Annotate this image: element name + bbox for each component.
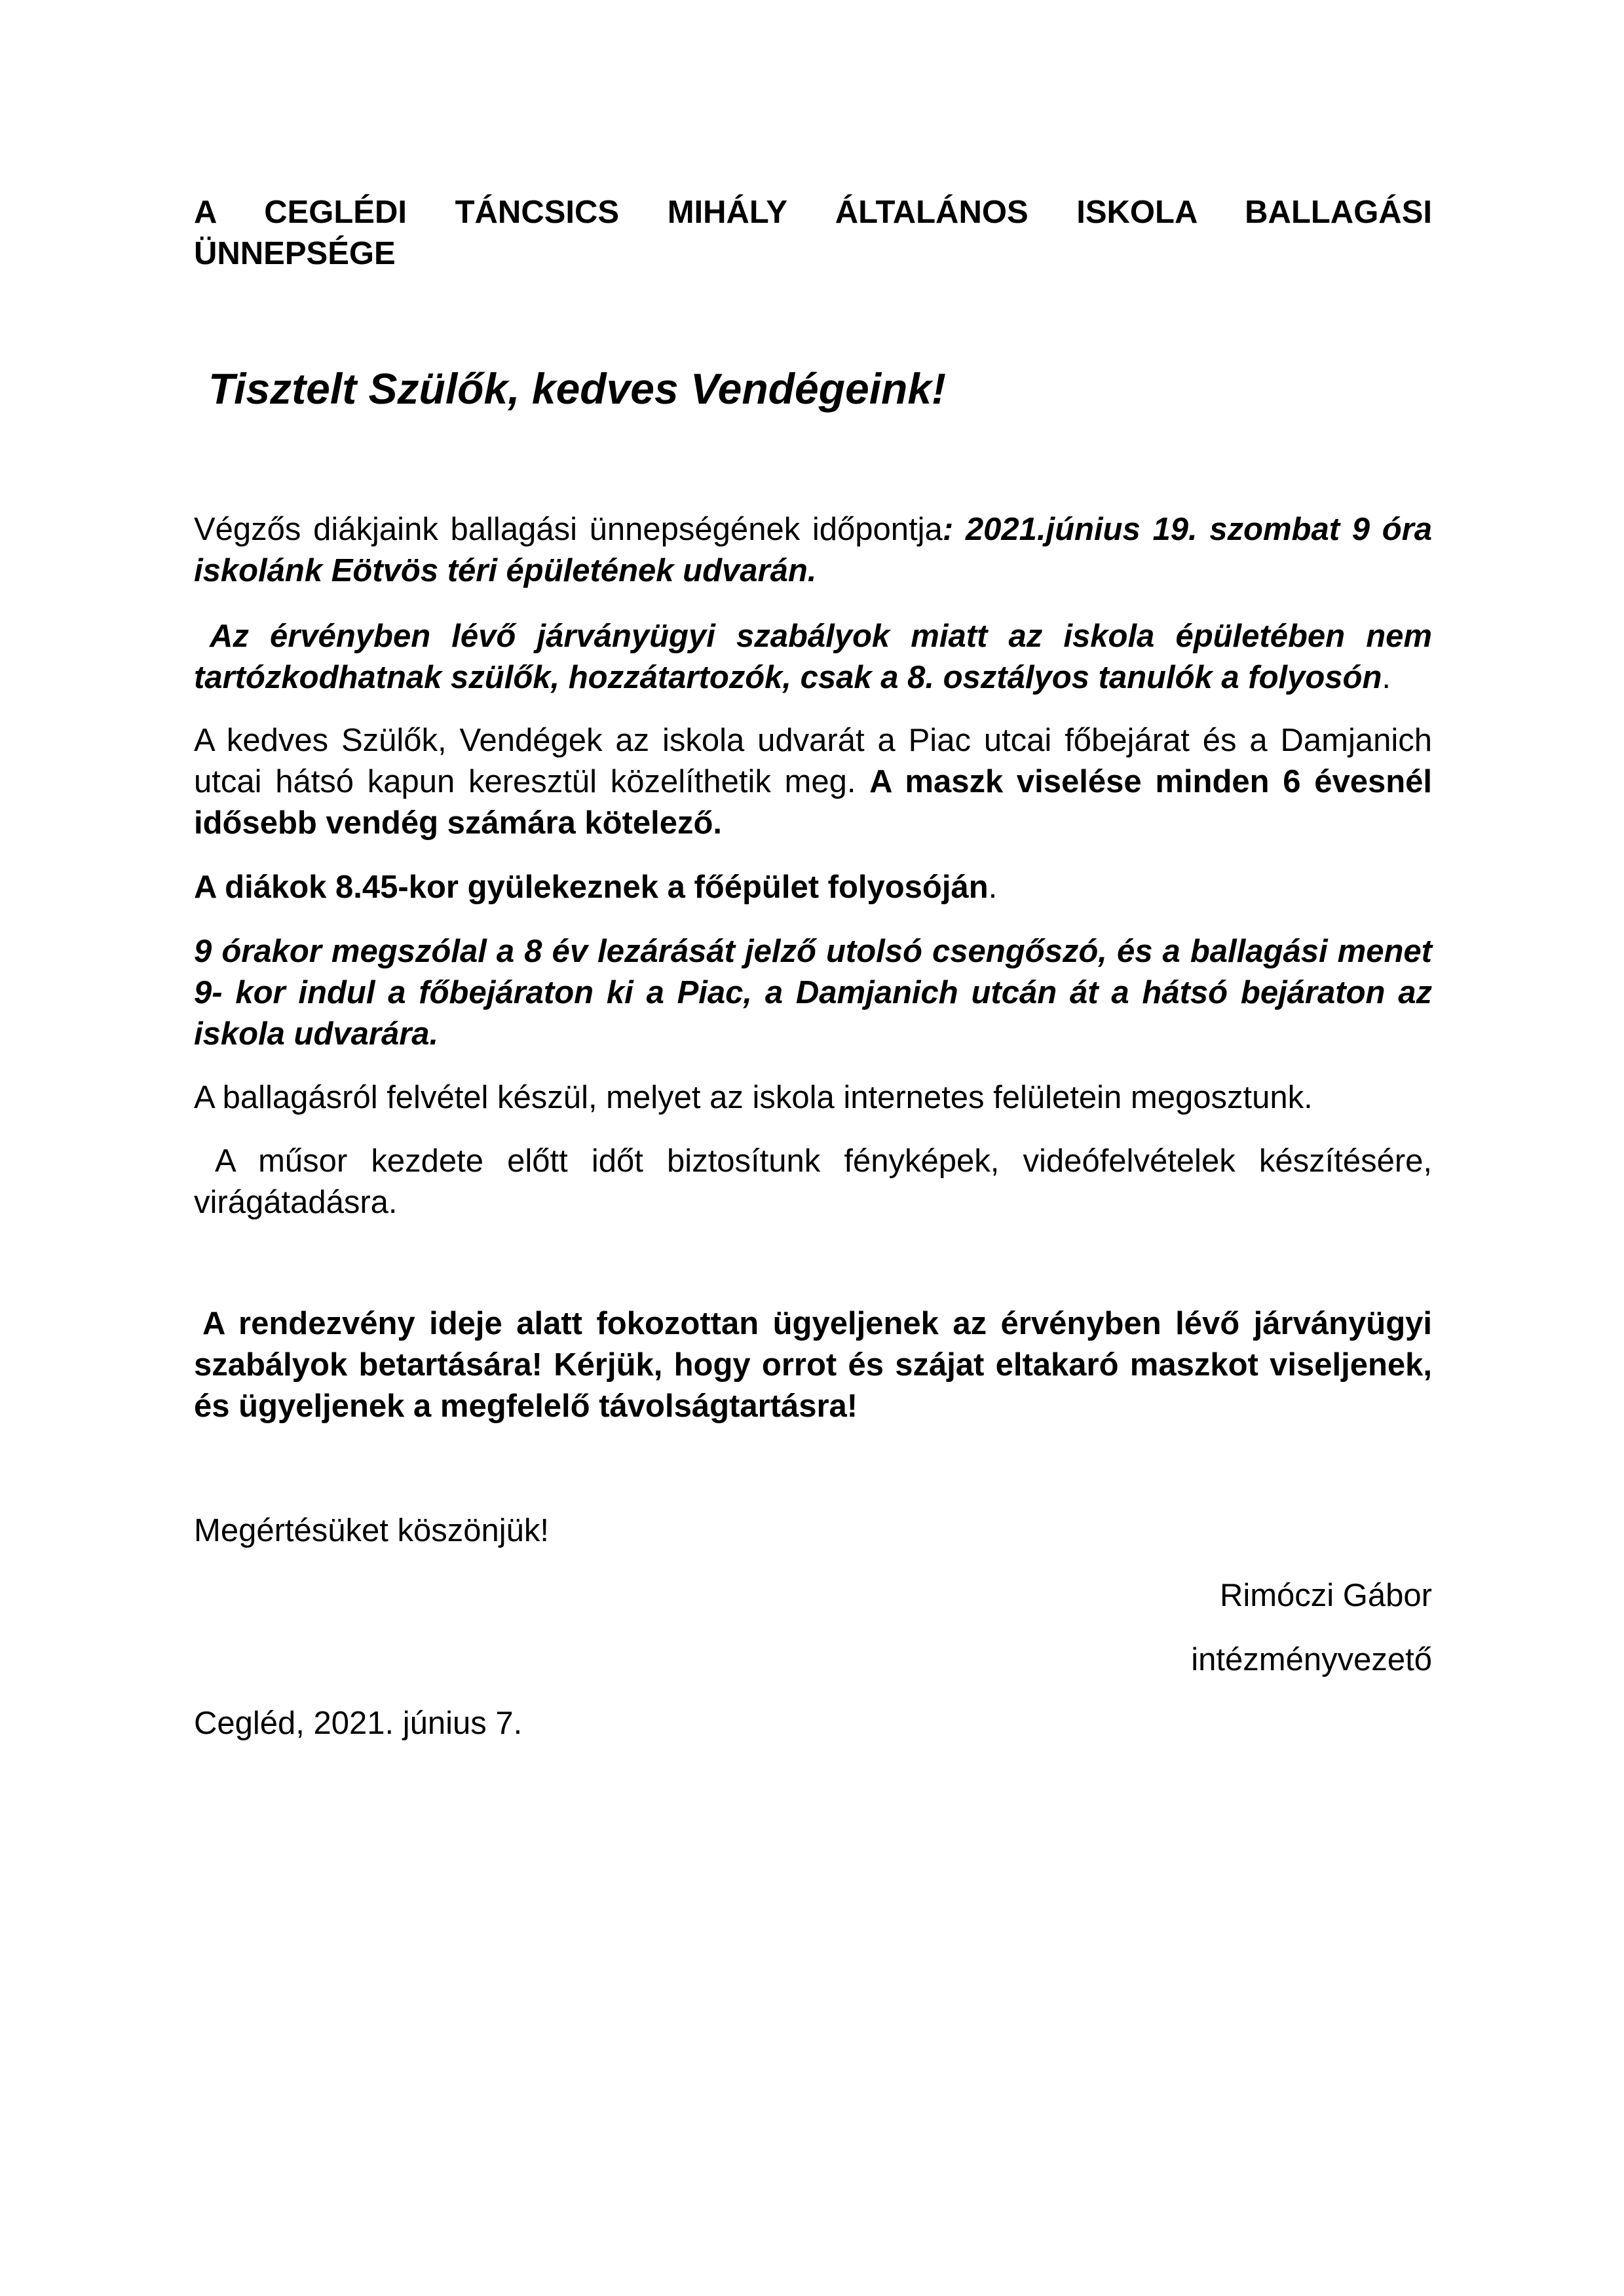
- greeting: Tisztelt Szülők, kedves Vendégeink!: [208, 364, 947, 413]
- paragraph-recording: A ballagásról felvétel készül, melyet az iskola internetes felületein megosztunk.: [194, 1080, 1313, 1115]
- signer-title: intézményvezető: [1191, 1642, 1432, 1677]
- paragraph-date-emphasis: : 2021.június 19. szombat 9 óra iskolánk Eötvös téri épületének udvarán.: [194, 512, 1432, 588]
- paragraph-gathering-emphasis: A diákok 8.45-kor gyülekeznek a főépület folyosóján: [194, 870, 989, 905]
- paragraph-access: [194, 720, 1432, 844]
- paragraph-date: [194, 509, 1432, 592]
- document-title-line1: A CEGLÉDI TÁNCSICS MIHÁLY ÁLTALÁNOS ISKOLA BALLAGÁSI: [194, 195, 1432, 230]
- paragraph-rules-tail: .: [1382, 660, 1391, 695]
- paragraph-date-text: Végzős diákjaink ballagási ünnepségének időpontja: [194, 512, 943, 547]
- paragraph-safety-request: A rendezvény ideje alatt fokozottan ügyeljenek az érvényben lévő járványügyi szabályok betartására! Kérjük, hogy orrot és szájat eltakaró maszkot viseljenek, és ügyeljenek a megfelelő távolságtartásra!: [194, 1306, 1432, 1424]
- paragraph-photos: A műsor kezdete előtt időt biztosítunk fényképek, videófelvételek készítésére, virágátadásra.: [194, 1143, 1432, 1220]
- paragraph-rules: [194, 616, 1432, 698]
- thanks-line: Megértésüket köszönjük!: [194, 1513, 549, 1548]
- paragraph-gathering: [194, 867, 1432, 908]
- document-title-line2: ÜNNEPSÉGE: [194, 236, 396, 271]
- paragraph-access-text: A kedves Szülők, Vendégek az iskola udvarát a Piac utcai főbejárat és a Damjanich utcai hátsó kapun keresztül közelíthetik meg.: [194, 723, 1432, 799]
- paragraph-gathering-tail: .: [988, 870, 998, 905]
- paragraph-rules-emphasis: Az érvényben lévő járványügyi szabályok miatt az iskola épületében nem tartózkodhatnak szülők, hozzátartozók, csak a 8. osztályos tanulók a folyosón: [194, 619, 1432, 695]
- paragraph-access-mask-note: A maszk viselése minden 6 évesnél idősebb vendég számára kötelező.: [194, 764, 1432, 841]
- place-date: Cegléd, 2021. június 7.: [194, 1706, 523, 1741]
- signer-name: Rimóczi Gábor: [1219, 1578, 1432, 1613]
- paragraph-procession: 9 órakor megszólal a 8 év lezárását jelző utolsó csengőszó, és a ballagási menet 9- kor indul a főbejáraton ki a Piac, a Damjanich utcán át a hátsó bejáraton az iskola udvarára.: [194, 934, 1432, 1052]
